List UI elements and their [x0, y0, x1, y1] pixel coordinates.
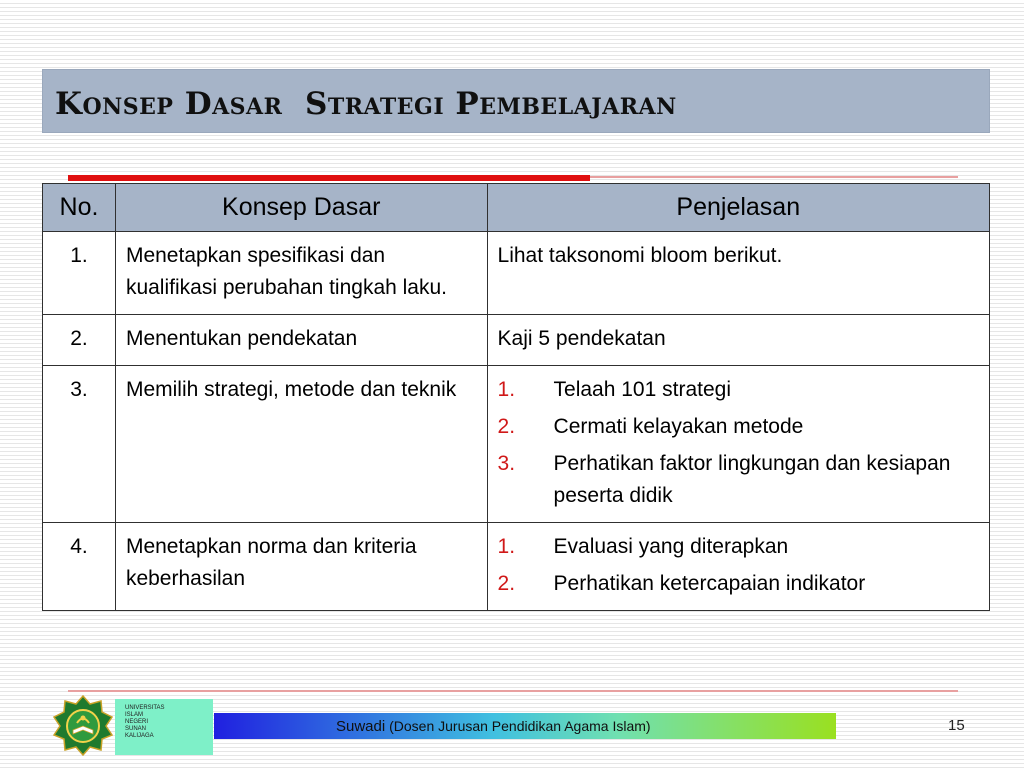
list-item-text: Cermati kelayakan metode	[553, 415, 804, 438]
university-name-line: ISLAM	[125, 712, 144, 718]
table-row	[43, 366, 990, 523]
list-item-text: Evaluasi yang diterapkan	[553, 535, 789, 558]
header-konsep-dasar: Konsep Dasar	[115, 184, 487, 232]
row-explanation	[487, 523, 989, 611]
university-name-line: NEGERI	[125, 719, 149, 725]
explanation-list	[498, 531, 979, 600]
row-concept: Menetapkan spesifikasi dan kualifikasi perubahan tingkah laku.	[115, 232, 487, 315]
list-item-text: Telaah 101 strategi	[553, 378, 731, 401]
concept-table	[42, 183, 990, 611]
list-marker: 2.	[497, 572, 516, 595]
table-row	[43, 315, 990, 366]
row-explanation	[487, 366, 989, 523]
university-name-box	[115, 699, 213, 755]
footer-divider	[68, 690, 958, 692]
list-item	[498, 531, 979, 563]
row-number: 4.	[43, 523, 116, 611]
footer-author: Suwadi	[336, 718, 386, 735]
list-marker: 3.	[497, 452, 516, 475]
list-item-text: Perhatikan faktor lingkungan dan kesiapan peserta didik	[553, 452, 951, 507]
table-row	[43, 232, 990, 315]
table-row	[43, 523, 990, 611]
slide-title: Konsep Dasar Strategi Pembelajaran	[55, 86, 677, 122]
list-item-text: Perhatikan ketercapaian indikator	[553, 572, 866, 595]
table-header-row	[43, 184, 990, 232]
list-marker: 1.	[497, 535, 516, 558]
row-number: 3.	[43, 366, 116, 523]
university-emblem-icon	[52, 694, 114, 756]
row-number: 2.	[43, 315, 116, 366]
footer-credit	[336, 718, 651, 735]
explanation-list	[498, 374, 979, 512]
title-underline	[68, 175, 958, 181]
list-item	[498, 448, 979, 512]
row-concept: Menetapkan norma dan kriteria keberhasilan	[115, 523, 487, 611]
title-bar	[42, 69, 990, 133]
row-concept: Memilih strategi, metode dan teknik	[115, 366, 487, 523]
university-name-line: SUNAN	[125, 726, 147, 732]
university-name-line: UNIVERSITAS	[125, 705, 165, 711]
list-item	[498, 568, 979, 600]
page-number: 15	[948, 717, 965, 734]
header-no: No.	[43, 184, 116, 232]
list-marker: 2.	[497, 415, 516, 438]
list-item	[498, 411, 979, 443]
row-explanation: Lihat taksonomi bloom berikut.	[487, 232, 989, 315]
row-explanation: Kaji 5 pendekatan	[487, 315, 989, 366]
list-item	[498, 374, 979, 406]
row-concept: Menentukan pendekatan	[115, 315, 487, 366]
footer-affiliation: (Dosen Jurusan Pendidikan Agama Islam)	[389, 718, 651, 734]
header-penjelasan: Penjelasan	[487, 184, 989, 232]
university-name-line: KALIJAGA	[125, 733, 154, 739]
row-number: 1.	[43, 232, 116, 315]
list-marker: 1.	[497, 378, 516, 401]
